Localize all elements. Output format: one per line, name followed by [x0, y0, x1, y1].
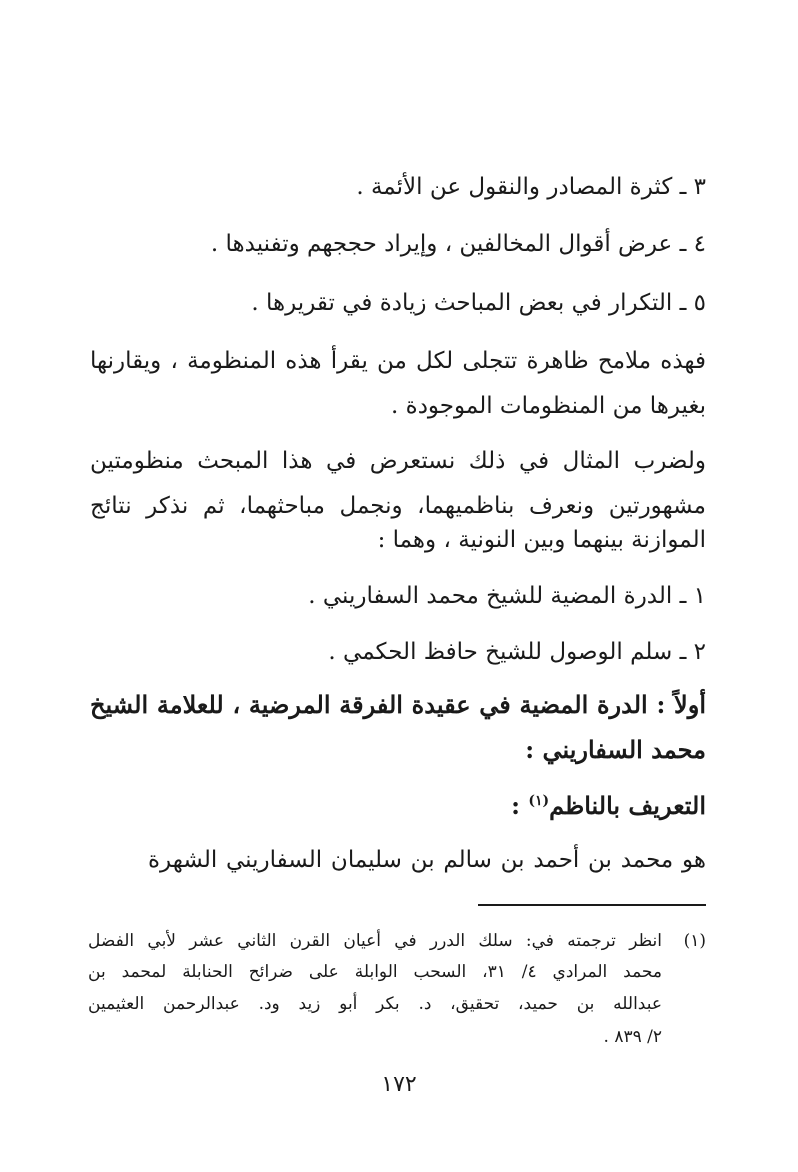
subheading-text: التعريف بالناظم — [549, 791, 706, 820]
footnote-number: (١) — [683, 931, 706, 951]
footnote-line: محمد المرادي ٤/ ٣١، السحب الوابلة على ضرائح الحنابلة لمحمد بن — [88, 962, 662, 982]
list-item: ٢ ـ سلم الوصول للشيخ حافظ الحكمي . — [328, 639, 706, 665]
page-number: ١٧٢ — [381, 1072, 417, 1097]
subheading — [90, 786, 706, 826]
list-item: ١ ـ الدرة المضية للشيخ محمد السفاريني . — [308, 583, 706, 609]
paragraph-line: مشهورتين ونعرف بناظميهما، ونجمل مباحثهما، ثم نذكر نتائج — [90, 493, 706, 519]
paragraph-line: بغيرها من المنظومات الموجودة . — [391, 393, 706, 419]
footnote-line: ٢/ ٨٣٩ . — [603, 1027, 662, 1047]
paragraph-line: هو محمد بن أحمد بن سالم بن سليمان السفاريني الشهرة — [148, 847, 706, 873]
paragraph-line: فهذه ملامح ظاهرة تتجلى لكل من يقرأ هذه المنظومة ، ويقارنها — [90, 348, 706, 374]
list-item: ٤ ـ عرض أقوال المخالفين ، وإيراد حججهم وتفنيدها . — [210, 231, 706, 257]
footnote-line: انظر ترجمته في: سلك الدرر في أعيان القرن الثاني عشر لأبي الفضل — [88, 931, 662, 951]
footnote-line: عبدالله بن حميد، تحقيق، د. بكر أبو زيد ود. عبدالرحمن العثيمين — [88, 994, 662, 1014]
paragraph-line: ولضرب المثال في ذلك نستعرض في هذا المبحث منظومتين — [90, 448, 706, 474]
list-item: ٣ ـ كثرة المصادر والنقول عن الأئمة . — [356, 174, 706, 200]
section-heading: محمد السفاريني : — [525, 735, 706, 764]
section-heading: أولاً : الدرة المضية في عقيدة الفرقة المرضية ، للعلامة الشيخ — [90, 690, 706, 719]
footnote-separator — [478, 904, 706, 906]
paragraph-line: الموازنة بينهما وبين النونية ، وهما : — [377, 527, 706, 553]
subheading-colon: : — [511, 791, 529, 820]
footnote-reference: (١) — [528, 793, 550, 809]
list-item: ٥ ـ التكرار في بعض المباحث زيادة في تقريرها . — [251, 290, 706, 316]
